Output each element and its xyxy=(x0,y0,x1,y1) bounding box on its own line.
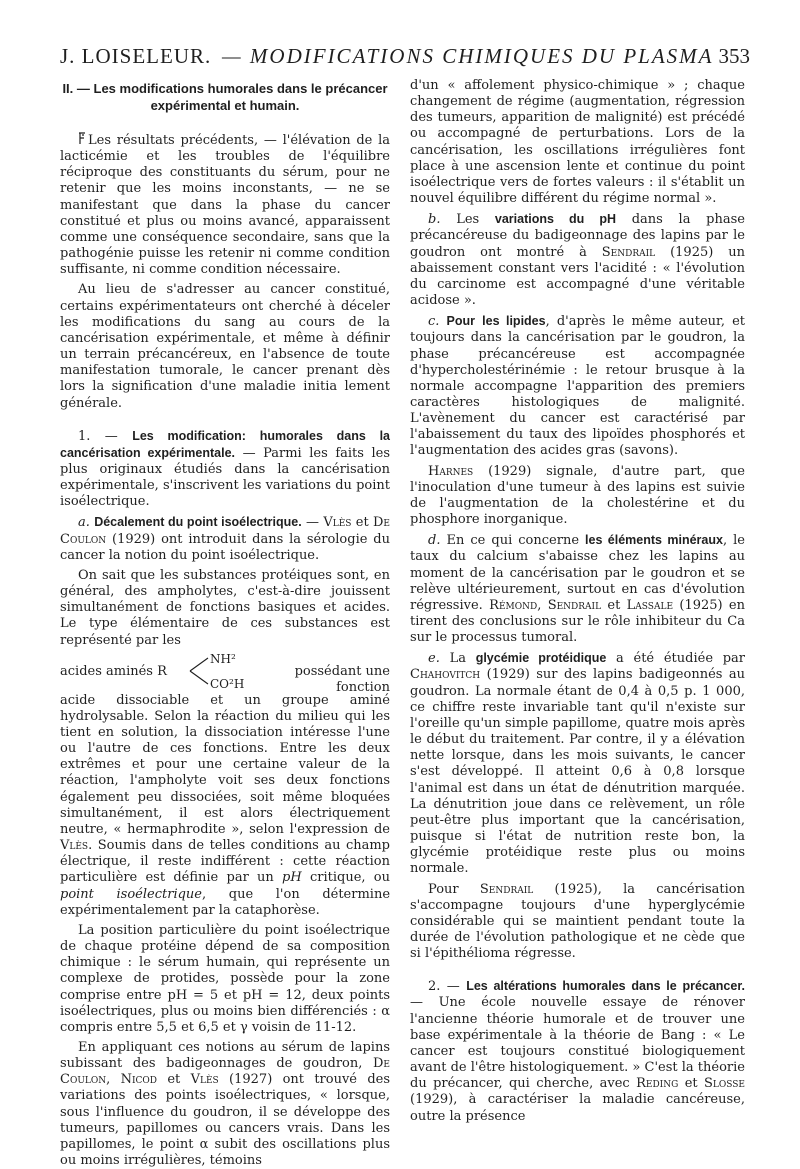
item-d-text-b: (1925) en tirent des conclusions sur le rôle inhibiteur du Ca sur le processus tumoral. xyxy=(410,597,746,646)
paragraph-continued: d'un « affolement physico-chimique » ; chaque changement de régime (augmentation, régression des tumeurs, apparition de malignité) est précédé ou accompagné de perturbations. Lors de la cancérisation, les oscillations irrégulières font place à une ascension lente et continue du point isoélectrique vers de fortes valeurs : il s'établit un nouvel équilibre différent du régime normal ». xyxy=(410,78,745,207)
item-e-pre: La xyxy=(449,651,466,667)
author-sendrail-2: Sendrail xyxy=(547,597,602,613)
paragraph-3: On sait que les substances protéiques sont, en général, des ampholytes, c'est-à-dire jouissent simultanément de fonctions basiques et acides. Le type élémentaire de ces substances est représenté par les xyxy=(60,567,390,648)
item-e-label: e. xyxy=(428,651,440,667)
paragraph-4-text-c: critique, ou xyxy=(309,870,390,886)
author-harnes: Harnes xyxy=(428,463,474,479)
paragraph-6-et: et xyxy=(167,1072,181,1088)
subsection-1 xyxy=(60,428,390,511)
item-a-text: (1929) ont introduit dans la sérologie du cancer la notion du point isoélectrique. xyxy=(60,531,390,563)
item-a xyxy=(60,514,390,563)
subsection-1-title: Les modification: humorales dans la cancérisation expérimentale. xyxy=(60,428,390,460)
item-d-label: d. xyxy=(428,533,441,549)
paragraph-4 xyxy=(60,693,390,919)
formula-bond-lines xyxy=(188,652,212,690)
item-d-sep: , xyxy=(537,597,542,613)
paragraph-pour xyxy=(410,882,745,963)
item-e-text: a été étudiée par xyxy=(616,651,746,667)
subsection-1-number: 1. — xyxy=(78,428,118,444)
item-b-pre: Les xyxy=(456,212,480,228)
paragraph-intro-text: Les résultats précédents, — l'élévation de la lacticémie et les troubles de l'équilibre réciproque des constituants du sérum, pour ne retenir que les moins inconstants, — ne se manifestant que dans la phase du cancer constitué et plus ou moins avancé, apparaissent comme une conséquence secondaire, sans que la pathogénie puisse les retenir ni comme condition suffisante, ni comme condition nécessaire. xyxy=(60,133,390,278)
item-c xyxy=(410,313,745,459)
item-c-text: , d'après le même auteur, et toujours dans la cancérisation par le goudron, la phase précancéreuse est accompagnée d'hypercholestérinémie : le retour brusque à la normale accompagne l'apparition des premiers caractères histologiques de malignité. L'avènement du cancer est caractérisé par l'abaissement du taux des lipoïdes phosphorés et l'augmentation des acides gras (savons). xyxy=(410,314,745,459)
author-sendrail-3: Sendrail xyxy=(479,881,534,897)
subsection-1-text: — Parmi les faits les plus originaux étudiés dans la cancérisation expérimentale, s'inscrivent les variations du point isoélectrique. xyxy=(60,445,390,510)
item-a-et: et xyxy=(355,515,369,531)
item-a-dash: — xyxy=(306,515,320,531)
page-number: 353 xyxy=(718,44,750,68)
author-slosse: Slosse xyxy=(704,1076,746,1092)
paragraph-4-text-b: . Soumis dans de telles conditions au champ électrique, il reste indifférent : cette réaction particulière est définie par un xyxy=(60,838,390,886)
subsection-2-et: et xyxy=(684,1076,698,1092)
drop-cap-mark-icon xyxy=(78,132,86,145)
author-de-coulon-2: De Coulon xyxy=(60,1056,390,1088)
author-vles-3: Vlès xyxy=(190,1072,219,1088)
item-b-text: dans la phase précancéreuse du badigeonnage des lapins par le goudron ont montré à xyxy=(410,212,745,260)
paragraph-4-text: acide dissociable et un groupe aminé hydrolysable. Selon la réaction du milieu qui les tient en solution, la dissociation intéresse l'une ou l'autre de ces fonctions. Entre les deux extrêmes et pour une certaine valeur de la réaction, l'ampholyte voit ses deux fonctions également peu dissociées, soit même bloquées simultanément, il est alors électriquement neutre, « hermaphrodite », selon l'expression de xyxy=(60,692,390,837)
isoelectric-point-term: point isoélectrique xyxy=(60,886,202,902)
author-nicod: Nicod xyxy=(120,1072,158,1088)
header-author: J. LOISELEUR. xyxy=(60,44,212,68)
amino-acid-formula xyxy=(60,651,390,695)
author-de-coulon: De Coulon xyxy=(60,515,390,547)
subsection-2-text-b: (1929), à caractériser la maladie cancéreuse, outre la présence xyxy=(410,1092,745,1124)
paragraph-2: Au lieu de s'adresser au cancer constitué, certains expérimentateurs ont cherché à déceler les modifications du sang au cours de la cancérisation expérimentale, et même à définir un terrain précancéreux, en l'absence de toute manifestation tumorale, le cancer prenant dès lors la signification d'une maladie initia lement générale. xyxy=(60,282,390,411)
paragraph-harnes-text: (1929) signale, d'autre part, que l'inoculation d'une tumeur à des lapins est suivie de l'augmentation de la cholestérine et du phosphore inorganique. xyxy=(410,463,745,528)
item-a-title: Décalement du point isoélectrique. xyxy=(94,515,302,530)
subsection-2 xyxy=(410,978,745,1124)
formula-left-text: acides aminés R xyxy=(60,663,167,679)
formula-co2h: CO²H xyxy=(210,676,245,691)
paragraph-4-text-d: , que l'on détermine expérimentalement par la cataphorèse. xyxy=(60,886,391,918)
item-a-label: a. xyxy=(78,515,90,531)
subsection-2-number: 2. — xyxy=(428,979,460,995)
author-vles: Vlès xyxy=(323,515,352,531)
left-column xyxy=(60,78,391,1169)
item-e xyxy=(410,650,745,877)
item-b xyxy=(410,211,745,309)
author-vles-2: Vlès xyxy=(60,838,89,854)
paragraph-harnes xyxy=(410,464,745,529)
paragraph-6-text-b: (1927) ont trouvé des variations des points isoélectriques, « lorsque, sous l'influence du goudron, il se développe des tumeurs, papillomes ou cancers vrais. Dans les papillomes, le point α subit des oscillations plus ou moins irrégulières, témoins xyxy=(60,1072,391,1169)
paragraph-pour-text: (1925), la cancérisation s'accompagne toujours d'une hyperglycémie considérable qui se maintient pendant toute la durée de l'évolution pathologique et ne cède que si l'épithélioma régresse. xyxy=(410,881,745,962)
ph-term: pH xyxy=(282,870,302,886)
item-d-title: les éléments minéraux xyxy=(585,533,723,548)
section-heading: II. — Les modifications humorales dans le précancer expérimental et humain. xyxy=(62,81,388,113)
paragraph-5: La position particulière du point isoélectrique de chaque protéine dépend de sa composition chimique : le sérum humain, qui représente un complexe de protides, possède pour la zone comprise entre pH = 5 et pH = 12, deux points isoélectriques, plus ou moins bien différenciés : α compris entre 5,5 et 6,5 et γ voisin de 11-12. xyxy=(60,922,390,1035)
item-d xyxy=(410,532,745,646)
author-remond: Rémond xyxy=(489,597,538,613)
author-reding: Reding xyxy=(636,1076,679,1092)
paragraph-6 xyxy=(60,1040,390,1169)
subsection-2-text: — Une école nouvelle essaye de rénover l'ancienne théorie humorale et de trouver une base expérimentale à la théorie de Bang : « Le cancer est toujours constitué biologiquement avant de l'être histologiquement. » C'est la théorie du précancer, qui cherche, avec xyxy=(410,995,745,1092)
right-column xyxy=(410,78,745,1128)
paragraph-pour-pre: Pour xyxy=(428,881,459,897)
item-d-pre: En ce qui concerne xyxy=(446,533,580,549)
item-d-et: et xyxy=(607,597,621,613)
header-title: — MODIFICATIONS CHIMIQUES DU PLASMA xyxy=(222,44,714,68)
subsection-2-title: Les altérations humorales dans le précancer. xyxy=(466,979,745,994)
item-c-label: c. xyxy=(428,314,440,330)
item-b-text-b: (1925) un abaissement constant vers l'acidité : « l'évolution du carcinome est accompagné d'une véritable acidose ». xyxy=(410,244,745,309)
paragraph-6-sep: , xyxy=(106,1072,111,1088)
item-e-text-b: (1929) sur des lapins badigeonnés au goudron. La normale étant de 0,4 à 0,5 p. 1 000, ce chiffre reste invariable tant qu'il n'existe sur l'oreille qu'un simple papillome, quatre mois après le début du traitement. Par contre, il y a élévation nette lorsque, dans les mois suivants, le cancer s'est développé. Il atteint 0,6 à 0,8 lorsque l'animal est dans un état de dénutrition marquée. La dénutrition joue dans ce relèvement, un rôle peut-être plus important que la cancérisation, puisque si l'état de nutrition reste bon, la glycémie protéidique reste plus ou moins normale. xyxy=(410,667,745,877)
running-header xyxy=(60,42,750,72)
item-b-title: variations du pH xyxy=(494,212,616,227)
item-d-text: , le taux du calcium s'abaisse chez les lapins au moment de la cancérisation par le goudron et se relève ultérieurement, surtout en cas d'évolution régressive. xyxy=(410,533,745,613)
item-c-pre: Pour xyxy=(446,314,476,329)
formula-right-text: possédant une fonction xyxy=(294,663,390,695)
paragraph-intro xyxy=(60,132,390,278)
author-chahovitch: Chahovitch xyxy=(410,667,481,683)
item-b-label: b. xyxy=(428,212,441,228)
author-lassale: Lassale xyxy=(626,597,674,613)
paragraph-6-text: En appliquant ces notions au sérum de lapins subissant des badigeonnages de goudron, xyxy=(60,1039,390,1072)
item-c-title: les lipides xyxy=(482,314,546,329)
item-e-title: glycémie protéidique xyxy=(475,651,607,666)
author-sendrail: Sendrail xyxy=(601,244,656,260)
formula-nh2: NH² xyxy=(210,651,236,666)
